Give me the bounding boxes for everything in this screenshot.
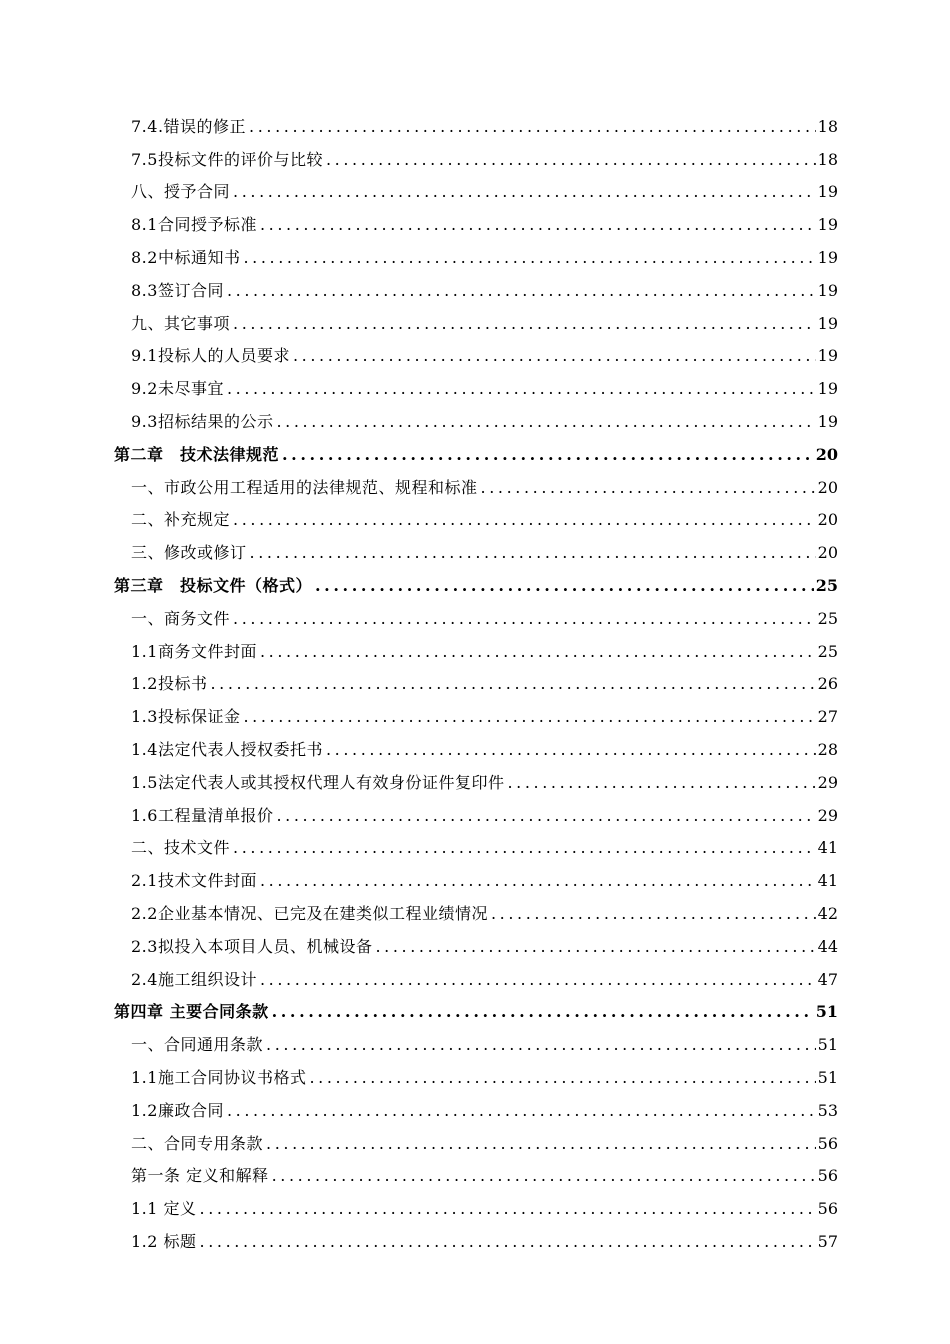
toc-entry[interactable] [0, 207, 950, 240]
toc-entry-label: 9.2未尽事宜 [131, 379, 224, 399]
toc-entry[interactable] [0, 306, 950, 339]
toc-page-number: 57 [817, 1231, 838, 1251]
toc-entry[interactable] [0, 1027, 950, 1060]
toc-dot-leader [233, 609, 816, 628]
toc-page-number: 42 [817, 904, 838, 924]
toc-entry[interactable] [0, 503, 950, 536]
toc-dot-leader [272, 1166, 816, 1185]
toc-entry-label: 1.1商务文件封面 [131, 641, 257, 661]
toc-entry[interactable] [0, 470, 950, 503]
toc-entry-label: 7.5投标文件的评价与比较 [131, 149, 323, 169]
toc-entry-label: 三、修改或修订 [131, 543, 247, 563]
toc-page-number: 25 [817, 641, 838, 661]
toc-chapter-label: 第四章 主要合同条款 [114, 1002, 269, 1022]
toc-entry[interactable] [0, 175, 950, 208]
toc-entry-label: 1.5法定代表人或其授权代理人有效身份证件复印件 [131, 772, 505, 792]
toc-dot-leader [276, 806, 815, 825]
toc-dot-leader [491, 904, 816, 923]
toc-entry-label: 7.4.错误的修正 [131, 116, 247, 136]
toc-entry-label: 8.1合同授予标准 [131, 215, 257, 235]
toc-entry[interactable] [0, 371, 950, 404]
toc-entry[interactable] [0, 109, 950, 142]
toc-entry[interactable] [0, 535, 950, 568]
toc-page-number: 19 [817, 182, 838, 202]
table-of-contents [0, 109, 950, 1257]
toc-chapter-entry[interactable] [0, 995, 950, 1028]
toc-page-number: 47 [817, 969, 838, 989]
toc-dot-leader [272, 1002, 814, 1021]
toc-entry[interactable] [0, 896, 950, 929]
toc-page-number: 51 [815, 1002, 838, 1022]
toc-dot-leader [507, 773, 815, 792]
toc-entry[interactable] [0, 962, 950, 995]
toc-page-number: 27 [817, 707, 838, 727]
toc-dot-leader [326, 740, 816, 759]
toc-entry[interactable] [0, 929, 950, 962]
toc-entry-label: 1.1施工合同协议书格式 [131, 1068, 307, 1087]
toc-entry[interactable] [0, 863, 950, 896]
toc-page-number: 18 [817, 116, 838, 136]
toc-entry-label: 二、技术文件 [131, 838, 231, 858]
toc-entry[interactable] [0, 1093, 950, 1126]
toc-page-number: 20 [817, 543, 838, 563]
toc-page-number: 56 [817, 1199, 838, 1219]
toc-entry[interactable] [0, 273, 950, 306]
toc-page-number: 28 [817, 740, 838, 760]
toc-dot-leader [282, 445, 814, 464]
toc-entry[interactable] [0, 1159, 950, 1192]
toc-page-number: 18 [817, 149, 838, 169]
toc-dot-leader [200, 1232, 816, 1251]
toc-entry[interactable] [0, 667, 950, 700]
toc-page-number: 29 [817, 772, 838, 792]
toc-entry[interactable] [0, 798, 950, 831]
toc-page-number: 19 [817, 215, 838, 235]
toc-page-number: 41 [817, 838, 838, 858]
toc-entry[interactable] [0, 601, 950, 634]
toc-entry-label: 2.4施工组织设计 [131, 969, 257, 989]
toc-page-number: 25 [817, 608, 838, 628]
toc-entry-label: 九、其它事项 [131, 313, 231, 333]
toc-entry[interactable] [0, 1224, 950, 1257]
toc-entry[interactable] [0, 404, 950, 437]
toc-dot-leader [266, 1134, 816, 1153]
toc-dot-leader [326, 150, 816, 169]
toc-dot-leader [276, 412, 815, 431]
toc-entry[interactable] [0, 1191, 950, 1224]
toc-entry-label: 2.1技术文件封面 [131, 871, 257, 891]
toc-page-number: 51 [817, 1035, 838, 1055]
toc-page-number: 41 [817, 871, 838, 891]
toc-chapter-entry[interactable] [0, 568, 950, 601]
toc-entry[interactable] [0, 634, 950, 667]
toc-dot-leader [250, 543, 816, 562]
toc-entry-label: 2.2企业基本情况、已完及在建类似工程业绩情况 [131, 904, 488, 924]
toc-dot-leader [315, 576, 814, 595]
toc-entry-label: 二、合同专用条款 [131, 1133, 264, 1153]
toc-entry-label: 一、商务文件 [131, 608, 231, 628]
toc-page-number: 19 [817, 412, 838, 432]
toc-page-number: 19 [817, 346, 838, 366]
toc-page-number: 19 [817, 248, 838, 268]
toc-page-number: 56 [817, 1133, 838, 1153]
toc-chapter-label: 第三章 投标文件（格式） [114, 576, 313, 596]
toc-dot-leader [227, 281, 816, 300]
toc-entry-label: 八、授予合同 [131, 182, 231, 202]
toc-dot-leader [243, 248, 815, 267]
toc-page-number: 51 [817, 1068, 838, 1087]
toc-dot-leader [260, 642, 816, 661]
toc-dot-leader [227, 1101, 816, 1120]
toc-entry[interactable] [0, 142, 950, 175]
toc-page-number: 19 [817, 280, 838, 300]
toc-entry-label: 1.3投标保证金 [131, 707, 241, 727]
toc-entry-label: 1.2投标书 [131, 674, 208, 694]
toc-entry-label: 第一条 定义和解释 [131, 1166, 269, 1186]
toc-entry-label: 二、补充规定 [131, 510, 231, 530]
toc-entry-label: 1.2 标题 [131, 1231, 197, 1251]
toc-dot-leader [481, 478, 816, 497]
toc-entry-label: 1.4法定代表人授权委托书 [131, 740, 323, 760]
toc-entry[interactable] [0, 699, 950, 732]
toc-page-number: 26 [817, 674, 838, 694]
toc-dot-leader [293, 346, 816, 365]
toc-page-number: 20 [817, 510, 838, 530]
toc-entry[interactable] [0, 240, 950, 273]
toc-dot-leader [233, 510, 816, 529]
toc-dot-leader [260, 970, 816, 989]
toc-page-number: 53 [817, 1100, 838, 1120]
toc-dot-leader [249, 117, 816, 136]
toc-page-number: 19 [817, 313, 838, 333]
toc-entry-label: 9.1投标人的人员要求 [131, 346, 290, 366]
toc-entry[interactable] [0, 732, 950, 765]
toc-page-number: 44 [817, 936, 838, 956]
toc-dot-leader [210, 674, 815, 693]
toc-entry-label: 一、市政公用工程适用的法律规范、规程和标准 [131, 477, 478, 497]
toc-page-number: 56 [817, 1166, 838, 1186]
toc-entry[interactable] [0, 831, 950, 864]
toc-dot-leader [309, 1068, 815, 1087]
toc-chapter-entry[interactable] [0, 437, 950, 470]
toc-entry-label: 9.3招标结果的公示 [131, 412, 274, 432]
toc-entry[interactable] [0, 339, 950, 372]
toc-dot-leader [260, 871, 816, 890]
toc-page-number: 25 [815, 576, 838, 596]
toc-page-number: 19 [817, 379, 838, 399]
toc-dot-leader [227, 379, 816, 398]
toc-entry-label: 1.1 定义 [131, 1199, 197, 1219]
toc-page-number: 20 [815, 444, 838, 464]
toc-dot-leader [200, 1199, 816, 1218]
toc-entry-label: 8.3签订合同 [131, 280, 224, 300]
toc-page-number: 20 [817, 477, 838, 497]
toc-dot-leader [375, 937, 815, 956]
toc-page-number: 29 [817, 805, 838, 825]
toc-chapter-label: 第二章 技术法律规范 [114, 444, 280, 464]
toc-dot-leader [266, 1035, 816, 1054]
toc-dot-leader [233, 314, 816, 333]
toc-entry[interactable] [0, 1126, 950, 1159]
toc-entry[interactable] [0, 765, 950, 798]
toc-entry[interactable] [0, 1060, 950, 1093]
toc-dot-leader [260, 215, 816, 234]
toc-entry-label: 2.3拟投入本项目人员、机械设备 [131, 936, 373, 956]
toc-entry-label: 一、合同通用条款 [131, 1035, 264, 1055]
toc-entry-label: 1.2廉政合同 [131, 1100, 224, 1120]
toc-entry-label: 1.6工程量清单报价 [131, 805, 274, 825]
toc-dot-leader [233, 182, 816, 201]
toc-entry-label: 8.2中标通知书 [131, 248, 241, 268]
toc-dot-leader [233, 838, 816, 857]
toc-dot-leader [243, 707, 815, 726]
